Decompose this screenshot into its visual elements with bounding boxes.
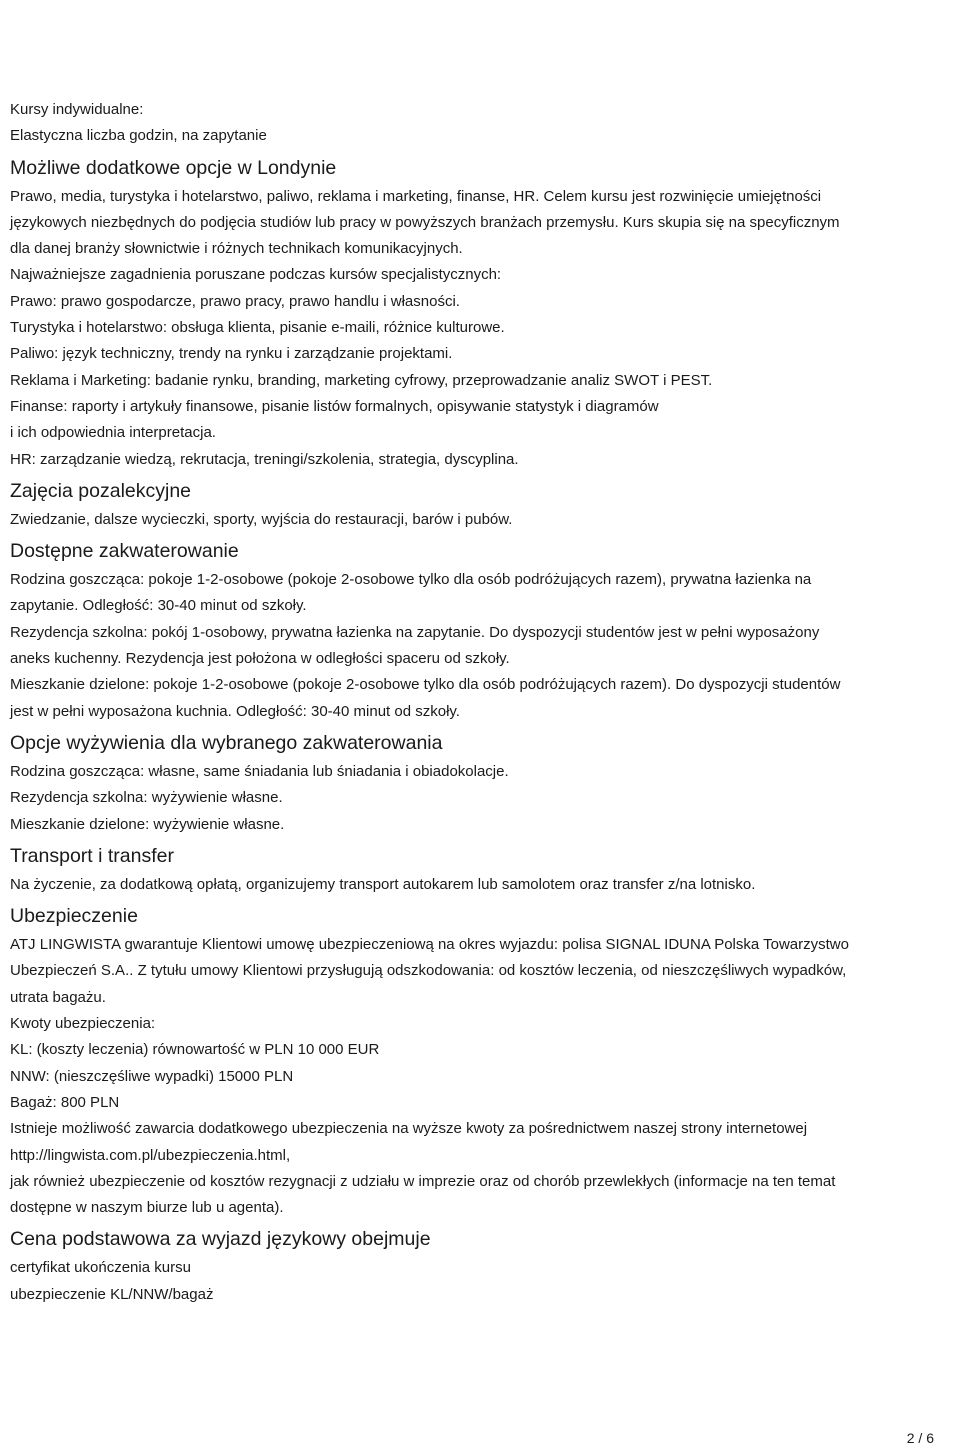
text-line: Prawo: prawo gospodarcze, prawo pracy, prawo handlu i własności. (10, 292, 460, 310)
section-heading: Zajęcia pozalekcyjne (10, 479, 192, 502)
text-line: Kursy indywidualne: (10, 101, 144, 118)
text-line: Rezydencja szkolna: pokój 1-osobowy, prywatna łazienka na zapytanie. Do dyspozycji studentów jest w pełni wyposażony (10, 623, 820, 641)
text-line: Najważniejsze zagadnienia poruszane podczas kursów specjalistycznych: (10, 266, 502, 284)
text-line: jak również ubezpieczenie od kosztów rezygnacji z udziału w imprezie oraz od chorób przewlekłych (informacje na ten temat (10, 1172, 836, 1190)
text-line: Rodzina goszcząca: pokoje 1-2-osobowe (pokoje 2-osobowe tylko dla osób podróżujących razem), prywatna łazienka na (10, 571, 812, 589)
text-line: Bagaż: 800 PLN (10, 1093, 120, 1111)
text-line: http://lingwista.com.pl/ubezpieczenia.html, (10, 1146, 291, 1164)
text-line: Turystyka i hotelarstwo: obsługa klienta, pisanie e-maili, różnice kulturowe. (10, 319, 505, 337)
section-heading: Opcje wyżywienia dla wybranego zakwaterowania (10, 731, 443, 754)
text-line: Elastyczna liczba godzin, na zapytanie (10, 127, 267, 145)
text-line: i ich odpowiednia interpretacja. (10, 424, 216, 442)
text-line: Mieszkanie dzielone: pokoje 1-2-osobowe (pokoje 2-osobowe tylko dla osób podróżujących razem). Do dyspozycji studentów (10, 676, 841, 694)
text-line: Rodzina goszcząca: własne, same śniadania lub śniadania i obiadokolacje. (10, 762, 509, 780)
text-line: Reklama i Marketing: badanie rynku, branding, marketing cyfrowy, przeprowadzanie analiz SWOT i PEST. (10, 371, 713, 389)
text-line: dostępne w naszym biurze lub u agenta). (10, 1199, 284, 1217)
text-line: KL: (koszty leczenia) równowartość w PLN 10 000 EUR (10, 1041, 380, 1059)
text-line: jest w pełni wyposażona kuchnia. Odległość: 30-40 minut od szkoły. (10, 702, 460, 720)
text-line: ATJ LINGWISTA gwarantuje Klientowi umowę ubezpieczeniową na okres wyjazdu: polisa SIGNAL IDUNA Polska Towarzystwo (10, 936, 849, 954)
text-line: dla danej branży słownictwie i różnych technikach komunikacyjnych. (10, 240, 463, 258)
text-line: NNW: (nieszczęśliwe wypadki) 15000 PLN (10, 1067, 294, 1085)
text-line: utrata bagażu. (10, 988, 106, 1006)
text-line: Kwoty ubezpieczenia: (10, 1015, 156, 1033)
text-line: aneks kuchenny. Rezydencja jest położona w odległości spaceru od szkoły. (10, 650, 510, 668)
section-heading: Ubezpieczenie (10, 905, 138, 928)
section-heading: Możliwe dodatkowe opcje w Londynie (10, 156, 337, 179)
text-line: Finanse: raporty i artykuły finansowe, pisanie listów formalnych, opisywanie statystyk i diagramów (10, 397, 659, 415)
document-body (10, 97, 956, 1308)
text-line: Ubezpieczeń S.A.. Z tytułu umowy Klientowi przysługują odszkodowania: od kosztów leczenia, od nieszczęśliwych wypadków, (10, 962, 847, 980)
text-line: zapytanie. Odległość: 30-40 minut od szkoły. (10, 597, 307, 615)
section-heading: Transport i transfer (10, 844, 174, 867)
page-number: 2 / 6 (906, 1430, 934, 1446)
text-line: Prawo, media, turystyka i hotelarstwo, paliwo, reklama i marketing, finanse, HR. Celem kursu jest rozwinięcie umiejętności (10, 187, 822, 205)
text-line: Paliwo: język techniczny, trendy na rynku i zarządzanie projektami. (10, 345, 453, 363)
section-heading: Dostępne zakwaterowanie (10, 540, 239, 563)
text-line: Istnieje możliwość zawarcia dodatkowego ubezpieczenia na wyższe kwoty za pośrednictwem naszej strony internetowej (10, 1120, 808, 1138)
text-line: Zwiedzanie, dalsze wycieczki, sporty, wyjścia do restauracji, barów i pubów. (10, 510, 513, 528)
text-line: językowych niezbędnych do podjęcia studiów lub pracy w powyższych branżach przemysłu. Kurs skupia się na specyficznym (10, 213, 840, 231)
text-line: ubezpieczenie KL/NNW/bagaż (10, 1285, 214, 1303)
text-line: Na życzenie, za dodatkową opłatą, organizujemy transport autokarem lub samolotem oraz transfer z/na lotnisko. (10, 875, 756, 893)
text-line: HR: zarządzanie wiedzą, rekrutacja, treningi/szkolenia, strategia, dyscyplina. (10, 450, 519, 468)
section-heading: Cena podstawowa za wyjazd językowy obejmuje (10, 1228, 431, 1251)
text-line: Mieszkanie dzielone: wyżywienie własne. (10, 815, 285, 833)
text-line: certyfikat ukończenia kursu (10, 1259, 191, 1277)
text-line: Rezydencja szkolna: wyżywienie własne. (10, 789, 283, 807)
